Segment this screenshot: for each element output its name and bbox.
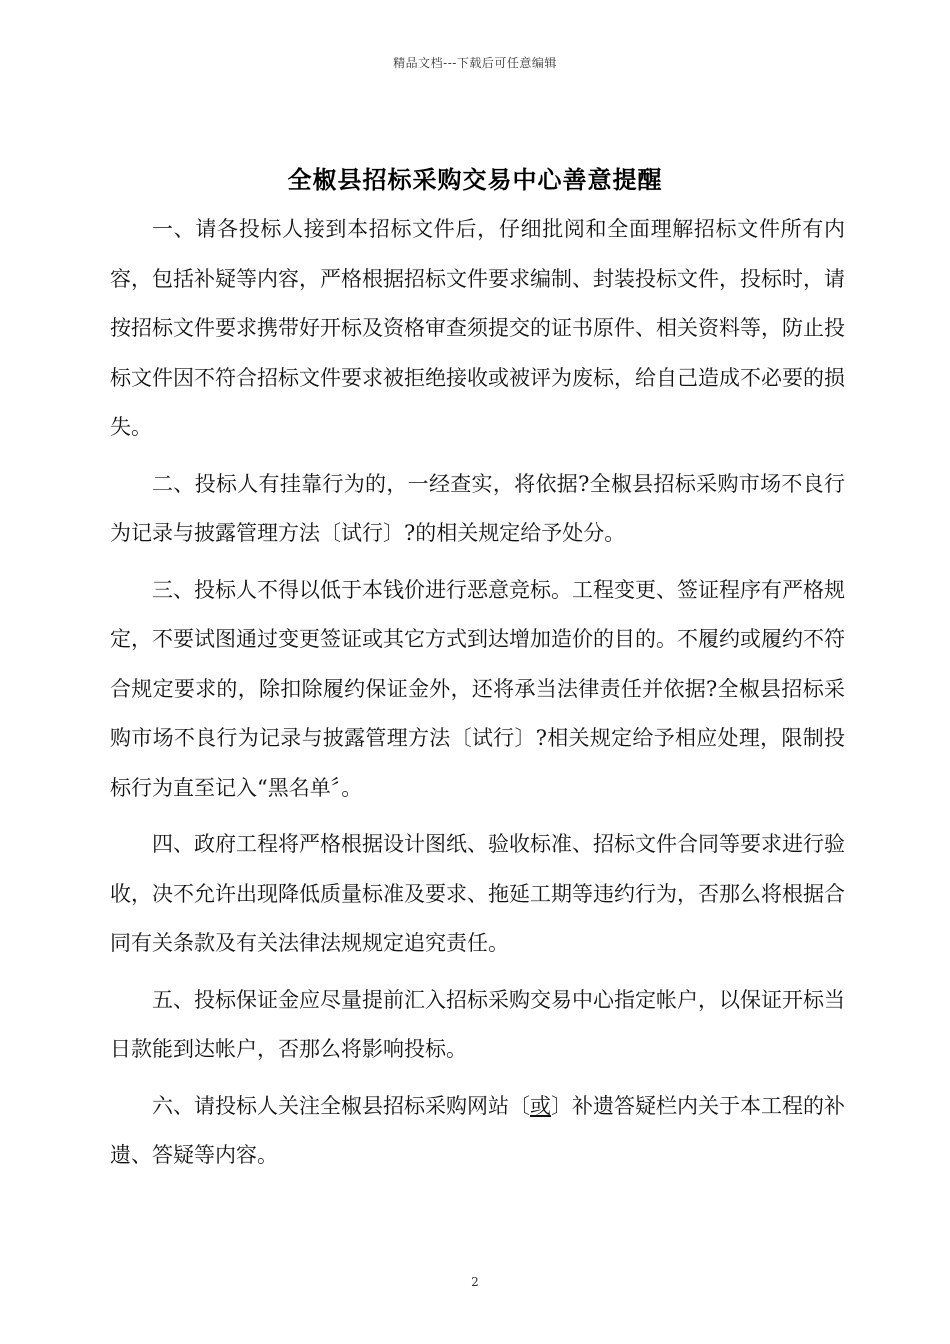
document-title: 全椒县招标采购交易中心善意提醒 <box>287 165 663 194</box>
paragraph-6-before: 六、请投标人关注全椒县招标采购网站〔 <box>152 1093 530 1118</box>
paragraph-4: 四、政府工程将严格根据设计图纸、验收标准、招标文件合同等要求进行验收，决不允许出现降低质量标准及要求、拖延工期等违约行为，否那么将根据合同有关条款及有关法律法规规定追究责任。 <box>110 832 845 955</box>
paragraph-1: 一、请各投标人接到本招标文件后，仔细批阅和全面理解招标文件所有内容，包括补疑等内容，严格根据招标文件要求编制、封装投标文件，投标时，请按招标文件要求携带好开标及资格审查须提交的证书原件、相关资料等，防止投标文件因不符合招标文件要求被拒绝接收或被评为废标，给自己造成不必要的损失。 <box>110 217 845 439</box>
paragraph-6-underlined: 或 <box>530 1093 551 1118</box>
paragraph-6-after: 〕补遗答疑栏内关于本工程的补遗、答疑等内容。 <box>110 1093 845 1167</box>
paragraph-2: 二、投标人有挂靠行为的，一经查实，将依据?全椒县招标采购市场不良行为记录与披露管理方法〔试行〕?的相关规定给予处分。 <box>110 471 845 545</box>
paragraph-5: 五、投标保证金应尽量提前汇入招标采购交易中心指定帐户，以保证开标当日款能到达帐户，否那么将影响投标。 <box>110 987 845 1061</box>
page-header: 精品文档---下载后可任意编辑 <box>393 56 557 70</box>
document-body <box>110 205 845 1188</box>
paragraph-6 <box>110 1082 845 1181</box>
page-number: 2 <box>471 1275 479 1289</box>
paragraph-3: 三、投标人不得以低于本钱价进行恶意竞标。工程变更、签证程序有严格规定，不要试图通过变更签证或其它方式到达增加造价的目的。不履约或履约不符合规定要求的，除扣除履约保证金外，还将承当法律责任并依据?全椒县招标采购市场不良行为记录与披露管理方法〔试行〕?相关规定给予相应处理，限制投标行为直至记入“黑名单〞。 <box>110 577 845 800</box>
